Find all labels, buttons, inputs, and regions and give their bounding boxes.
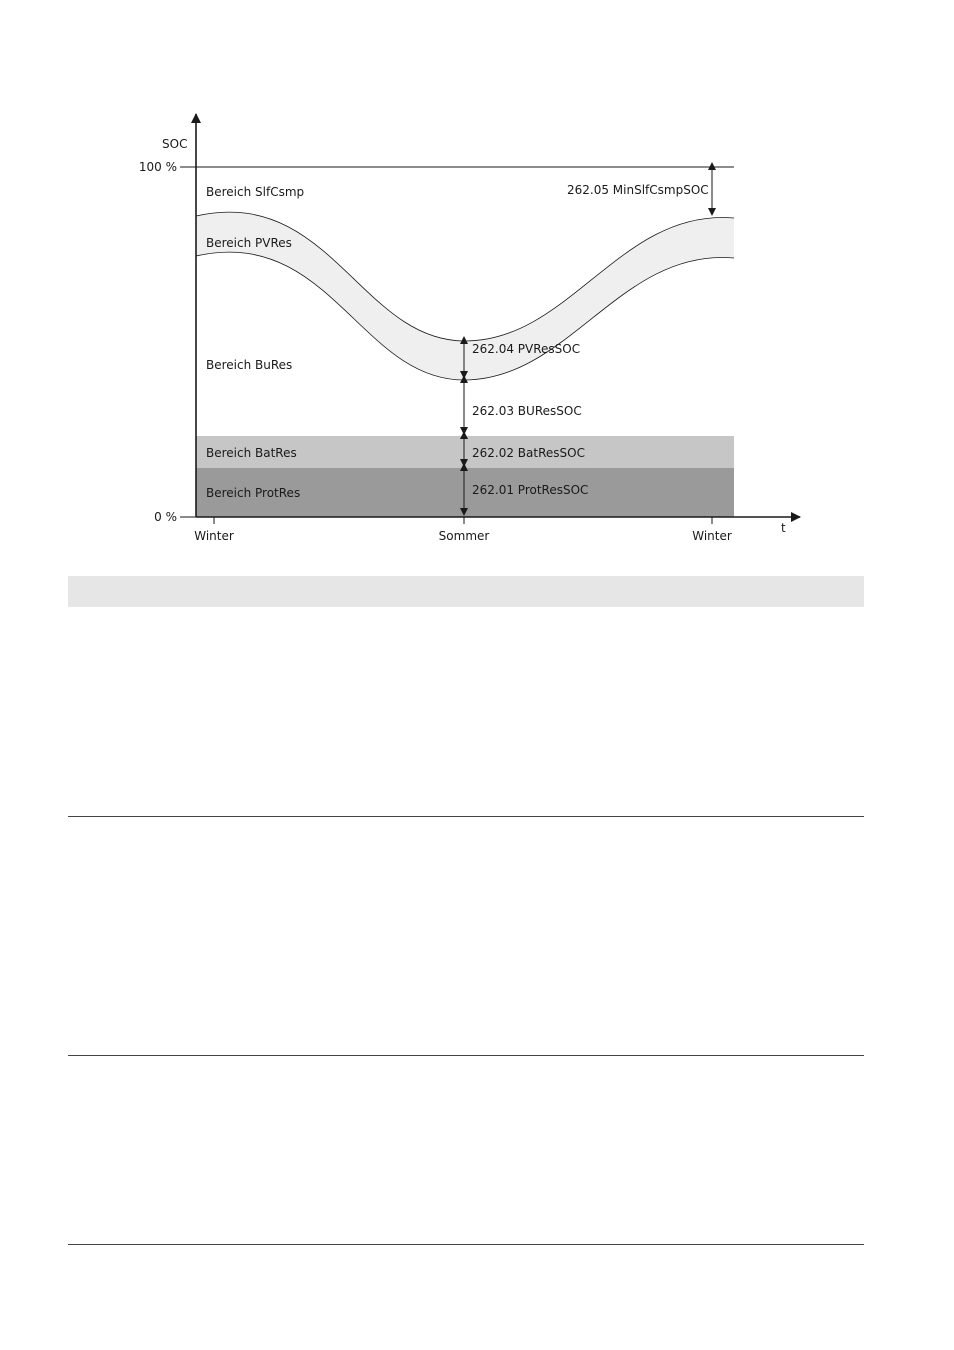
region-label-protres: Bereich ProtRes [206, 486, 301, 500]
table-row-divider [68, 1055, 864, 1056]
table-row-divider [68, 1244, 864, 1245]
x-tick-label-winter-right: Winter [692, 529, 732, 543]
soc-range-diagram [0, 0, 954, 570]
y-axis-label: SOC [162, 137, 188, 151]
region-label-batres: Bereich BatRes [206, 446, 297, 460]
x-tick-label-sommer: Sommer [438, 529, 490, 543]
table-header [68, 576, 864, 607]
x-axis-label: t [781, 521, 786, 535]
param-label-bat-res-soc: 262.02 BatResSOC [472, 446, 585, 460]
param-label-bu-res-soc: 262.03 BUResSOC [472, 404, 582, 418]
region-label-slfcsmp: Bereich SlfCsmp [206, 185, 305, 199]
param-label-min-slf-csmp-soc: 262.05 MinSlfCsmpSOC [567, 183, 709, 197]
table-row-divider [68, 816, 864, 817]
x-tick-label-winter-left: Winter [194, 529, 234, 543]
param-label-prot-res-soc: 262.01 ProtResSOC [472, 483, 589, 497]
region-label-pvres: Bereich PVRes [206, 236, 292, 250]
region-label-bures: Bereich BuRes [206, 358, 293, 372]
y-tick-100: 100 % [138, 160, 177, 174]
y-tick-0: 0 % [154, 510, 177, 524]
param-label-pv-res-soc: 262.04 PVResSOC [472, 342, 581, 356]
